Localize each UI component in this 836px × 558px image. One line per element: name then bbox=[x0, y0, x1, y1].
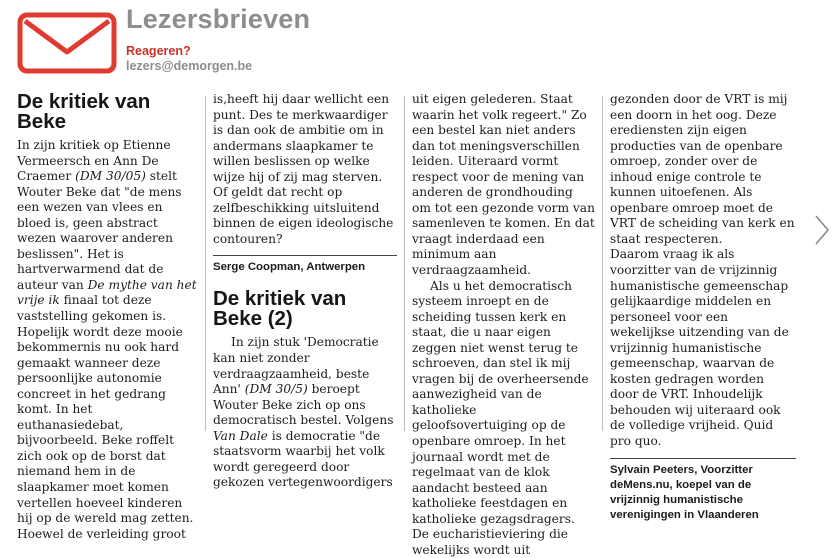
letter1-signature: Serge Coopman, Antwerpen bbox=[213, 261, 366, 274]
chevron-right-icon[interactable] bbox=[812, 212, 832, 248]
letter2-paragraph-2: Als u het democratisch systeem inroept en de scheiding tussen kerk en staat, die u naar eigen zeggen niet wenst terug te schroeven, dan stel ik mij vragen bij de overheersende aanwezigheid van de katholieke geloofsovertuiging op de openbare omroep. In het journaal wordt met de regelmaat van de klok aandacht besteed aan katholieke feestdagen en katholieke gezagsdragers. De eucharistieviering die wekelijks wordt uit bbox=[412, 278, 589, 557]
letter2-paragraph-3: Daarom vraag ik als voorzitter van de vrijzinnig humanistische gemeenschap gelijkaardige middelen en personeel voor een wekelijkse uitzending van de vrijzinnig humanistische gemeenschap, waarvan de kosten gedragen worden door de VRT. Inhoudelijk behouden wij uiteraard ook de volledige vrijheid. Quid pro quo. bbox=[610, 247, 789, 449]
column-1 bbox=[17, 92, 197, 542]
letter2-reference: (DM 30/5) bbox=[244, 382, 308, 397]
letter2-headline: De kritiek van Beke (2) bbox=[213, 287, 347, 331]
letter1-reference: (DM 30/05) bbox=[75, 169, 146, 184]
react-label: Reageren? bbox=[126, 44, 191, 58]
letter2-body-continued: uit eigen gelederen. Staat waarin het volk regeert." Zo een bestel kan niet anders dan tot meningsverschillen leiden. Uiteraard vormt respect voor de mening van anderen de grondhouding om tot een gezonde vorm van samenleven te komen. En dat vraagt inderdaad een minimum aan verdraagzaamheid. bbox=[412, 92, 595, 278]
column-3 bbox=[412, 92, 595, 558]
letter1-headline: De kritiek van Beke bbox=[17, 90, 151, 133]
letter2-signature: Sylvain Peeters, Voorzitter deMens.nu, koepel van de vrijzinnig humanistische verenigingen in Vlaanderen bbox=[610, 463, 759, 521]
letter1-body-continued: is,heeft hij daar wellicht een punt. Des te merkwaardiger is dan ook de ambitie om in andermans slaapkamer te willen beslissen op welke wijze hij of zij mag sterven. Of geldt dat recht op zelfbeschikking uitsluitend binnen de eigen ideologische contouren? bbox=[213, 92, 394, 246]
letter2-paragraph-2-continued: gezonden door de VRT is mij een doorn in het oog. Deze erediensten zijn eigen producties van de openbare omroep, zonder over de inhoud enige controle te kunnen uitoefenen. Als openbare omroep moet de VRT de scheiding van kerk en staat respecteren. bbox=[610, 92, 795, 246]
letter1-body: In zijn kritiek op Etienne Vermeersch en Ann De Craemer (DM 30/05) stelt Wouter Beke dat "de mens een wezen van vlees en bloed is, geen abstract wezen waarover anderen beslissen". Het is hartverwarmend dat de auteur van De mythe van het vrije ik finaal tot deze vaststelling gekomen is. Hopelijk wordt deze mooie bekommernis nu ook hard gemaakt wanneer deze persoonlijke autonomie concreet in het gedrang komt. In het euthanasiedebat, bijvoorbeeld. Beke roffelt zich ook op de borst dat niemand hem in de slaapkamer moet komen vertellen hoeveel kinderen hij op de wereld mag zetten. Hoewel de verleiding groot bbox=[17, 138, 197, 541]
column-divider bbox=[404, 96, 405, 431]
column-2 bbox=[213, 92, 397, 491]
column-divider bbox=[205, 96, 206, 431]
section-title: Lezersbrieven bbox=[126, 4, 311, 34]
email-link[interactable]: lezers@demorgen.be bbox=[126, 59, 253, 73]
envelope-icon bbox=[17, 12, 117, 74]
letter2-body: In zijn stuk 'Democratie kan niet zonder verdraagzaamheid, beste Ann' (DM 30/5) beroept Wouter Beke zich op ons democratisch bestel. Volgens Van Dale is democratie "de staatsvorm waarbij het volk wordt geregeerd door gekozen vertegenwoordigers bbox=[213, 335, 394, 490]
signature-rule bbox=[610, 458, 796, 459]
dictionary-name: Van Dale bbox=[213, 428, 268, 443]
column-4 bbox=[610, 92, 796, 523]
page-header bbox=[0, 0, 836, 90]
column-divider bbox=[602, 96, 603, 431]
book-title: De mythe van het vrije ik bbox=[17, 277, 197, 308]
signature-rule bbox=[213, 255, 397, 256]
